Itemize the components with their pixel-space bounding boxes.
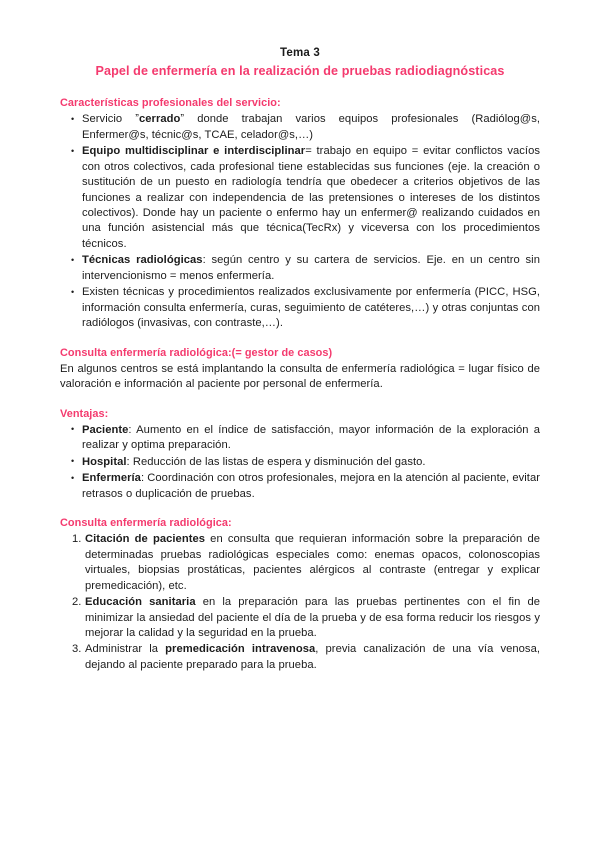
list-item xyxy=(60,471,540,502)
list-item xyxy=(60,532,540,594)
list-item xyxy=(60,455,540,470)
body-text: Existen técnicas y procedimientos realizados exclusivamente por enfermería (PICC, HSG, información consulta enfermería, curas, seguimiento de catéteres,…) y otras conjuntas con radiólogos (invasivas, con contraste,…). xyxy=(82,286,540,330)
page-title: Tema 3 xyxy=(280,47,320,59)
section-heading: Consulta enfermería radiológica:(= gestor de casos) xyxy=(60,346,333,359)
section-paragraph: En algunos centros se está implantando la consulta de enfermería radiológica = lugar físico de valoración e información al paciente por personal de enfermería. xyxy=(60,362,540,391)
section-heading: Consulta enfermería radiológica: xyxy=(60,517,232,530)
body-text: en la preparación para las pruebas pertinentes con el fin de minimizar la ansiedad del paciente el día de la prueba y de esa forma reducir los riesgos y mejorar la calidad y la seguridad en la prueba. xyxy=(85,596,540,640)
bulleted-list xyxy=(60,423,540,502)
body-text: : Aumento en el índice de satisfacción, mayor información de la exploración a realizar y optima preparación. xyxy=(82,423,540,452)
body-text: en consulta que requieran información sobre la preparación de determinadas pruebas radiológicas especiales como: enemas opacos, colonoscopias virtuales, biopsias prostáticas, pacientes alérgicos al contraste (entregar y explicar premedicación), etc. xyxy=(85,533,540,592)
numbered-list xyxy=(60,532,540,673)
emphasis-text: Educación sanitaria xyxy=(85,596,196,609)
list-item xyxy=(60,595,540,641)
list-item xyxy=(60,112,540,143)
emphasis-text: Técnicas radiológicas xyxy=(82,254,203,267)
list-item xyxy=(60,285,540,331)
list-item xyxy=(60,642,540,673)
document-body xyxy=(60,96,540,673)
list-item xyxy=(60,144,540,252)
emphasis-text: premedicación intravenosa xyxy=(165,643,316,656)
body-text: ˮ donde trabajan varios equipos profesionales (Radiólog@s, Enfermer@s, técnic@s, TCAE, celador@s,…) xyxy=(82,113,540,141)
body-text: = trabajo en equipo = evitar conflictos vacíos con otros colectivos, cada profesional tiene establecidas sus funciones (eje. la creación o sustitución de un puesto en radiología tendría que obedecer a criterios objetivos de las funciones a realizar con independencia de las pretensiones o intereses de los distintos colectivos). Donde hay un paciente o enfermo hay un enfermer@ realizando cuidados en una función asistencial más que técnica(TecRx) y viceversa con los procedimientos técnicos. xyxy=(82,145,540,250)
page-subtitle: Papel de enfermería en la realización de pruebas radiodiagnósticas xyxy=(95,64,505,79)
list-item xyxy=(60,253,540,284)
emphasis-text: Enfermería xyxy=(82,472,141,485)
emphasis-text: Hospital xyxy=(82,455,127,468)
emphasis-text: Equipo multidisciplinar e interdisciplinar xyxy=(82,145,306,158)
body-text: : Reducción de las listas de espera y disminución del gasto. xyxy=(126,455,426,468)
bulleted-list xyxy=(60,112,540,331)
emphasis-text: Paciente xyxy=(82,423,129,436)
section-heading: Ventajas: xyxy=(60,407,109,420)
list-item xyxy=(60,423,540,454)
emphasis-text: Citación de pacientes xyxy=(85,533,206,546)
section-heading: Características profesionales del servicio: xyxy=(60,97,281,110)
body-text: , previa canalización de una vía venosa, dejando al paciente preparado para la prueba. xyxy=(85,643,541,671)
body-text: Servicio ˮ xyxy=(82,113,139,126)
body-text: : según centro y su cartera de servicios. Eje. en un centro sin intervencionismo = menos enfermería. xyxy=(82,254,540,282)
body-text: Administrar la xyxy=(85,643,166,656)
body-text: : Coordinación con otros profesionales, mejora en la atención al paciente, evitar retrasos o duplicación de pruebas. xyxy=(82,472,540,500)
emphasis-text: cerrado xyxy=(139,113,181,126)
